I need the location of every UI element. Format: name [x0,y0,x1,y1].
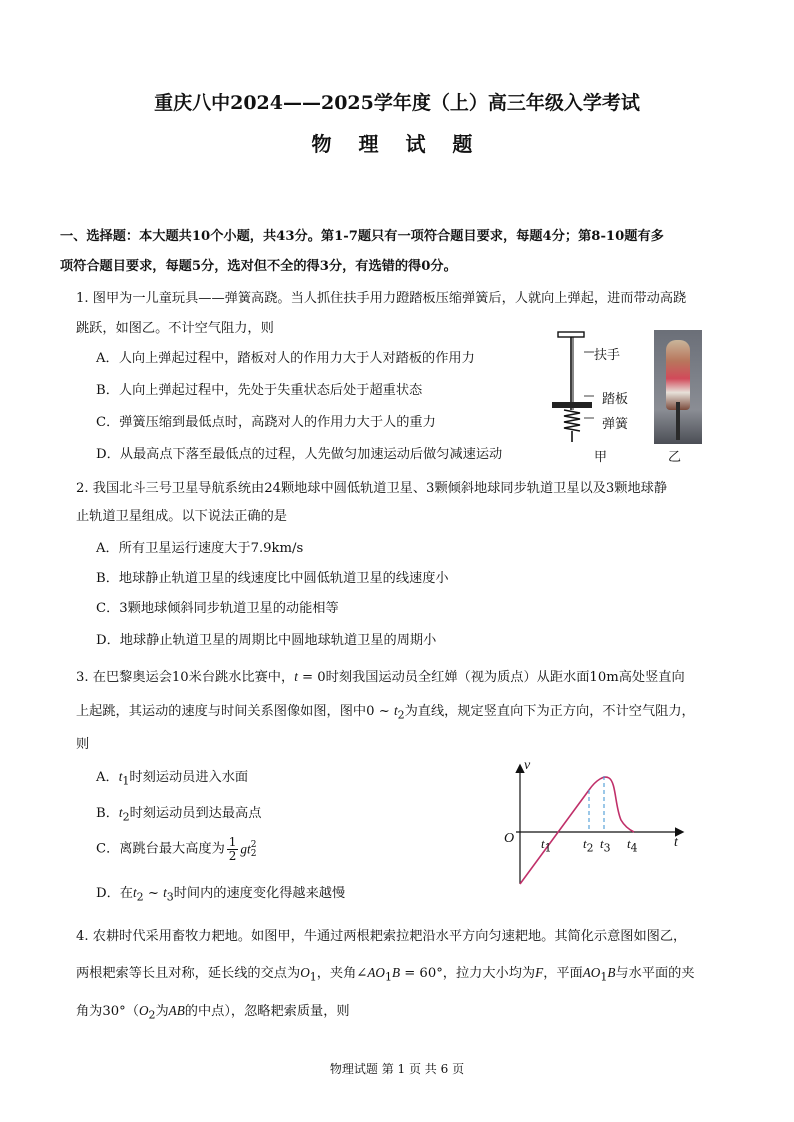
graph-origin-label: O [504,831,515,846]
q2-option-c: C．3颗地球倾斜同步轨道卫星的动能相等 [96,601,339,616]
q3-option-b: B．$t_2$时刻运动员到达最高点 [96,805,262,824]
q1-stem-line2: 跳跃，如图乙。不计空气阻力，则 [76,321,274,336]
fraction-half: $\frac{1}{2}$ [228,835,237,863]
q3-option-d: D．在$t_2$ ~ $t_3$时间内的速度变化得越来越慢 [96,885,346,904]
label-spring: 弹簧 [602,417,629,432]
velocity-curve [520,777,634,884]
q2-option-d: D．地球静止轨道卫星的周期比中圆地球轨道卫星的周期小 [96,633,437,648]
q1-stem-line1: 1. 图甲为一儿童玩具——弹簧高跷。当人抓住扶手用力蹬踏板压缩弹簧后，人就向上弹起，进而带动高跷 [76,291,687,306]
q1-option-b: B．人向上弹起过程中，先处于失重状态后处于超重状态 [96,383,423,398]
q2-stem-line2: 止轨道卫星组成。以下说法正确的是 [76,509,287,524]
q3-stem-line3: 则 [76,737,90,752]
label-pedal: 踏板 [602,392,629,407]
q4-stem-line1: 4. 农耕时代采用畜牧力耙地。如图甲，牛通过两根耙索拉耙沿水平方向匀速耙地。其简化示意图如图乙， [76,929,687,944]
graph-t4-label: $t_4$ [627,836,638,855]
q1-option-c: C．弹簧压缩到最低点时，高跷对人的作用力大于人的重力 [96,415,436,430]
q2-option-b: B．地球静止轨道卫星的线速度比中圆低轨道卫星的线速度小 [96,571,449,586]
page-footer: 物理试题 第 1 页 共 6 页 [329,1062,465,1076]
graph-t3-label: $t_3$ [600,836,611,855]
q4-stem-line2: 两根耙索等长且对称，延长线的交点为$O_1$，夹角$\angle AO_1B = 60^\circ$，拉力大小均为F，平面$AO_1B$与水平面的夹 [76,965,695,984]
graph-v-label: v [524,758,531,773]
page-title: 重庆八中2024——2025学年度（上）高三年级入学考试 [154,92,640,114]
q3-stem-line1: 3. 在巴黎奥运会10米台跳水比赛中，t = 0时刻我国运动员全红婵（视为质点）从距水面10m高处竖直向 [76,669,685,685]
graph-t-label: t [674,835,678,850]
q3-stem-line2: 上起跳，其运动的速度与时间关系图像如图，图中0 ~ $t_2$为直线，规定竖直向下为正方向，不计空气阻力， [76,703,695,722]
section-heading-line2: 项符合题目要求，每题5分，选对但不全的得3分，有选错的得0分。 [60,259,457,274]
q2-option-a: A．所有卫星运行速度大于7.9km/s [96,541,304,556]
label-figure-a: 甲 [594,450,608,465]
velocity-time-graph [496,756,696,892]
section-heading-line1: 一、选择题：本大题共10个小题，共43分。第1-7题只有一项符合题目要求，每题4分；第8-10题有多 [60,229,664,244]
graph-t1-label: $t_1$ [541,836,552,855]
page-subtitle: 物 理 试 题 [311,132,483,156]
q3-option-a: A．$t_1$时刻运动员进入水面 [96,769,249,788]
graph-t2-label: $t_2$ [583,836,594,855]
pogo-jumper-photo [654,330,702,444]
label-figure-b: 乙 [668,450,682,465]
q1-option-d: D．从最高点下落至最低点的过程，人先做匀加速运动后做匀减速运动 [96,447,503,462]
label-handle: 扶手 [594,348,621,363]
q3-option-c: C．离跳台最大高度为 $\frac{1}{2}$ gt 2 2 [96,835,257,863]
q1-option-a: A．人向上弹起过程中，踏板对人的作用力大于人对踏板的作用力 [96,351,475,366]
q4-stem-line3: 角为$30^\circ(O_2$为AB的中点），忽略耙索质量，则 [76,1003,350,1022]
q2-stem-line1: 2. 我国北斗三号卫星导航系统由24颗地球中圆低轨道卫星、3颗倾斜地球同步轨道卫星以及3颗地球静 [76,481,668,496]
